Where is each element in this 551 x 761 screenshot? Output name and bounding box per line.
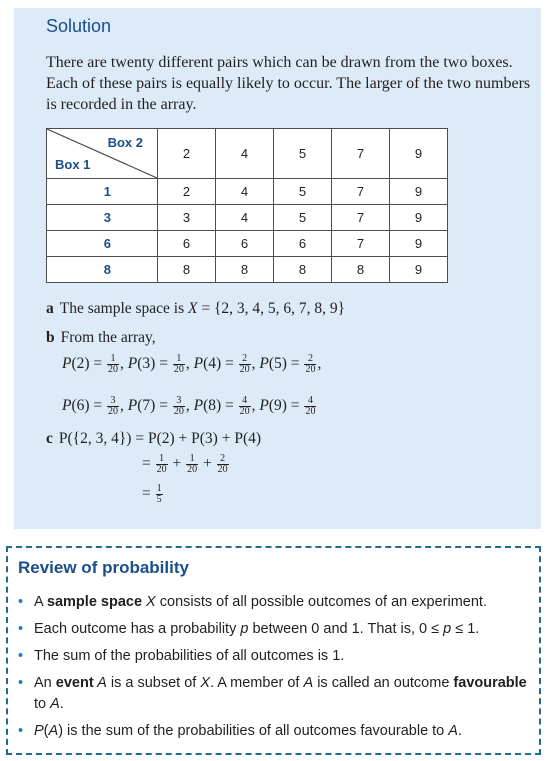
probability-lhs: P(4) = xyxy=(193,355,238,373)
fraction xyxy=(304,354,316,375)
table-cell: 6 xyxy=(274,231,332,257)
italic-var: X xyxy=(142,594,156,610)
separator: , xyxy=(251,355,260,373)
fraction xyxy=(156,484,163,505)
fraction-denominator: 5 xyxy=(156,494,162,505)
fraction-numerator: 4 xyxy=(239,396,251,407)
probability-symbol: P xyxy=(127,355,138,373)
table-cell: 8 xyxy=(274,257,332,283)
italic-var: p xyxy=(240,621,249,637)
italic-var: A xyxy=(303,675,314,691)
table-cell: 9 xyxy=(390,179,448,205)
table-cell: 8 xyxy=(332,257,390,283)
bold-term: favourable xyxy=(453,675,527,691)
text: ( xyxy=(43,723,49,739)
text: An xyxy=(34,675,56,691)
probability-lhs: P(9) = xyxy=(259,397,304,415)
table-row xyxy=(47,205,448,231)
column-header: 9 xyxy=(390,129,448,179)
fraction xyxy=(173,354,185,375)
text: is a subset of xyxy=(106,675,201,691)
italic-var: X xyxy=(200,675,210,691)
fraction-denominator: 20 xyxy=(156,464,167,475)
separator: , xyxy=(251,397,260,415)
bullet-icon: • xyxy=(18,723,24,739)
part-c-line xyxy=(46,430,261,448)
fraction xyxy=(217,454,229,475)
probability-lhs: P(3) = xyxy=(127,355,172,373)
table-corner-cell xyxy=(47,129,158,179)
plus-sign: + xyxy=(199,455,216,473)
fraction-numerator: 2 xyxy=(239,354,251,365)
bullet-icon: • xyxy=(18,648,24,664)
box1-header: Box 1 xyxy=(55,157,91,172)
row-header: 8 xyxy=(47,257,158,283)
fraction-numerator: 1 xyxy=(107,354,119,365)
fraction xyxy=(173,396,185,417)
italic-var: A xyxy=(50,696,60,712)
part-b-label: b xyxy=(46,329,55,346)
separator: , xyxy=(185,355,194,373)
table-row xyxy=(47,179,448,205)
probability-symbol: P xyxy=(62,355,72,373)
fraction-denominator: 20 xyxy=(305,406,316,417)
probabilities-row-2 xyxy=(62,396,317,417)
table-cell: 5 xyxy=(274,205,332,231)
table-cell: 6 xyxy=(216,231,274,257)
table-cell: 7 xyxy=(332,231,390,257)
probabilities-row-1 xyxy=(62,354,321,375)
table-cell: 9 xyxy=(390,257,448,283)
table-cell: 3 xyxy=(158,205,216,231)
fraction xyxy=(156,454,168,475)
fraction-numerator: 1 xyxy=(173,354,185,365)
outcome-array-table xyxy=(46,128,448,283)
probability-lhs: P(5) = xyxy=(259,355,304,373)
fraction-denominator: 20 xyxy=(305,364,316,375)
table-cell: 9 xyxy=(390,205,448,231)
text: is called an outcome xyxy=(313,675,454,691)
table-cell: 8 xyxy=(216,257,274,283)
italic-var: p xyxy=(443,621,452,637)
probability-symbol: P xyxy=(193,355,204,373)
row-header: 3 xyxy=(47,205,158,231)
table-cell: 7 xyxy=(332,205,390,231)
part-c-label: c xyxy=(46,430,53,447)
bold-term: sample space xyxy=(46,594,143,610)
probability-symbol: P xyxy=(62,397,72,415)
italic-var: A xyxy=(48,723,59,739)
probability-lhs: P(8) = xyxy=(193,397,238,415)
box2-header: Box 2 xyxy=(107,135,143,150)
italic-var: A xyxy=(93,675,107,691)
probability-symbol: P xyxy=(259,397,269,415)
text: The sum of the probabilities of all outcomes is 1. xyxy=(34,648,345,664)
fraction-numerator: 4 xyxy=(304,396,316,407)
probability-symbol: P xyxy=(127,397,138,415)
equals-sign: = xyxy=(142,455,155,473)
table-cell: 2 xyxy=(158,179,216,205)
fraction-denominator: 20 xyxy=(173,364,184,375)
fraction-denominator: 20 xyxy=(239,406,250,417)
review-box xyxy=(6,546,541,755)
italic-var: A xyxy=(448,723,458,739)
fraction-numerator: 2 xyxy=(304,354,316,365)
part-a-var: X xyxy=(188,300,198,317)
fraction-denominator: 20 xyxy=(239,364,250,375)
fraction xyxy=(107,396,119,417)
probability-lhs: P(7) = xyxy=(127,397,172,415)
fraction-denominator: 20 xyxy=(173,406,184,417)
solution-title: Solution xyxy=(46,16,112,36)
separator: , xyxy=(120,397,128,415)
fraction-numerator: 3 xyxy=(173,396,185,407)
probability-lhs: P(2) = xyxy=(62,355,107,373)
bullet-icon: • xyxy=(18,675,24,691)
table-row xyxy=(47,231,448,257)
review-item xyxy=(18,673,528,715)
table-cell: 4 xyxy=(216,179,274,205)
fraction-numerator: 1 xyxy=(186,454,198,465)
fraction-numerator: 1 xyxy=(156,483,162,494)
separator: , xyxy=(317,355,322,373)
column-header: 7 xyxy=(332,129,390,179)
review-title: Review of probability xyxy=(18,558,189,577)
column-header: 5 xyxy=(274,129,332,179)
probability-symbol: P xyxy=(193,397,204,415)
part-a-set: = {2, 3, 4, 5, 6, 7, 8, 9} xyxy=(197,300,346,317)
equals-sign: = xyxy=(142,485,155,503)
table-cell: 7 xyxy=(332,179,390,205)
column-header: 2 xyxy=(158,129,216,179)
fraction-numerator: 3 xyxy=(107,396,119,407)
table-cell: 5 xyxy=(274,179,332,205)
fraction xyxy=(304,396,316,417)
table-cell: 9 xyxy=(390,231,448,257)
solution-panel xyxy=(14,8,541,529)
part-c-sum-line xyxy=(142,454,230,475)
review-item xyxy=(18,619,528,640)
part-b-line xyxy=(46,329,156,347)
bullet-icon: • xyxy=(18,621,24,637)
probability-symbol: P xyxy=(259,355,269,373)
part-b-text: From the array, xyxy=(60,329,156,346)
fraction xyxy=(186,454,198,475)
italic-var: P xyxy=(34,723,44,739)
fraction-denominator: 20 xyxy=(108,364,119,375)
review-item xyxy=(18,721,528,742)
part-c-result-line xyxy=(142,484,164,505)
fraction xyxy=(239,354,251,375)
text: ≤ 1. xyxy=(451,621,480,637)
text: . xyxy=(59,696,64,712)
review-item xyxy=(18,646,528,667)
part-c-equation: P({2, 3, 4}) = P(2) + P(3) + P(4) xyxy=(58,430,262,447)
text: Each outcome has a probability xyxy=(34,621,241,637)
table-cell: 8 xyxy=(158,257,216,283)
fraction-numerator: 2 xyxy=(217,454,229,465)
plus-sign: + xyxy=(168,455,186,473)
text: consists of all possible outcomes of an experiment. xyxy=(155,594,487,610)
review-item xyxy=(18,592,528,613)
bullet-icon: • xyxy=(18,594,24,610)
table-cell: 4 xyxy=(216,205,274,231)
separator: , xyxy=(120,355,128,373)
text: ) is the sum of the probabilities of all outcomes favourable to xyxy=(58,723,449,739)
solution-intro: There are twenty different pairs which can be drawn from the two boxes. Each of these pairs is equally likely to occur. The larger of the two numbers is recorded in the array. xyxy=(46,54,531,113)
row-header: 6 xyxy=(47,231,158,257)
bold-term: event xyxy=(55,675,94,691)
fraction-denominator: 20 xyxy=(217,464,228,475)
fraction-numerator: 1 xyxy=(156,454,168,465)
probability-lhs: P(6) = xyxy=(62,397,107,415)
fraction-denominator: 20 xyxy=(187,464,198,475)
table-cell: 6 xyxy=(158,231,216,257)
fraction xyxy=(239,396,251,417)
review-list xyxy=(18,592,528,748)
part-a-label: a xyxy=(46,300,54,317)
column-header: 4 xyxy=(216,129,274,179)
row-header: 1 xyxy=(47,179,158,205)
fraction-denominator: 20 xyxy=(108,406,119,417)
text: A xyxy=(34,594,47,610)
text: . A member of xyxy=(210,675,304,691)
part-a-text: The sample space is xyxy=(59,300,189,317)
text: between 0 and 1. That is, 0 ≤ xyxy=(248,621,444,637)
separator: , xyxy=(185,397,194,415)
text: . xyxy=(457,723,462,739)
table-row xyxy=(47,257,448,283)
fraction xyxy=(107,354,119,375)
part-a-line xyxy=(46,300,345,318)
text: to xyxy=(34,696,51,712)
